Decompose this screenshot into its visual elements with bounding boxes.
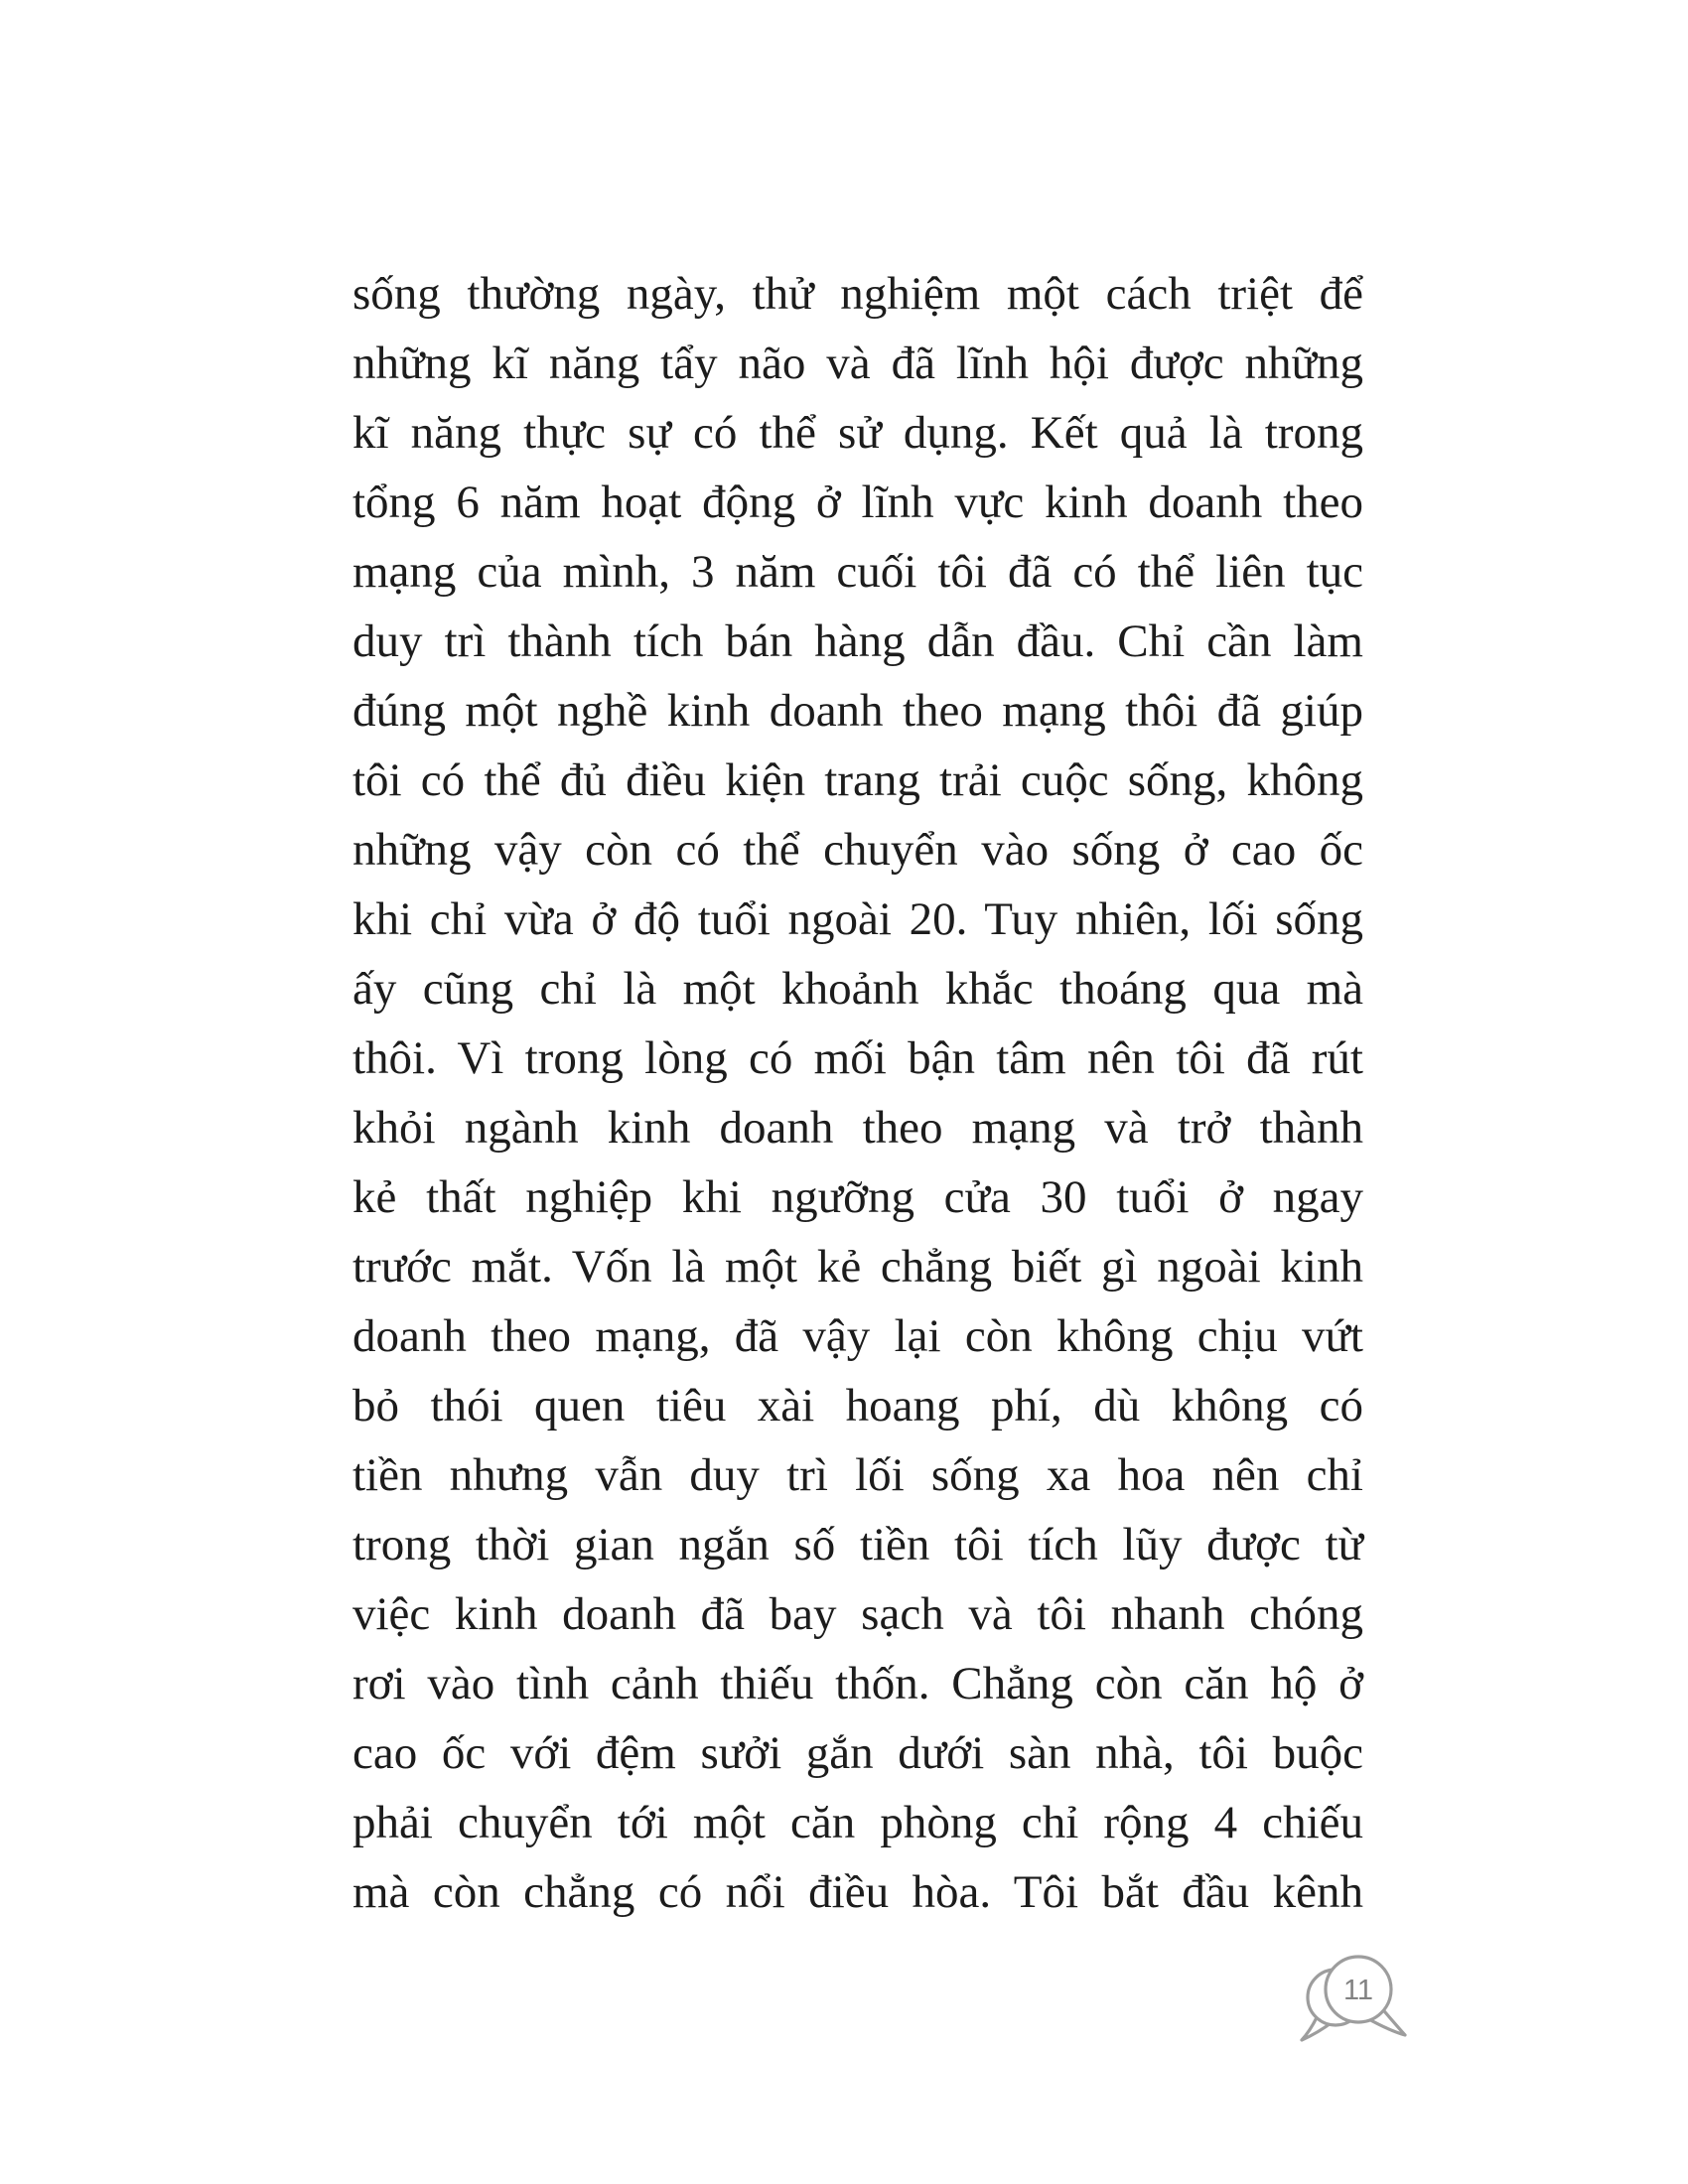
text-line: doanh theo mạng, đã vậy lại còn không chịu vứt	[352, 1310, 1363, 1362]
text-line: mà còn chẳng có nổi điều hòa. Tôi bắt đầu kênh	[352, 1866, 1363, 1918]
text-line: bỏ thói quen tiêu xài hoang phí, dù không có	[352, 1380, 1363, 1432]
text-line: những vậy còn có thể chuyển vào sống ở cao ốc	[352, 824, 1363, 876]
text-line: trong thời gian ngắn số tiền tôi tích lũy được từ	[352, 1519, 1363, 1570]
text-line: thôi. Vì trong lòng có mối bận tâm nên tôi đã rút	[352, 1032, 1363, 1084]
text-line: trước mắt. Vốn là một kẻ chẳng biết gì ngoài kinh	[352, 1241, 1363, 1293]
page-number: 11	[1342, 1975, 1374, 2006]
text-line: sống thường ngày, thử nghiệm một cách triệt để	[352, 268, 1363, 320]
text-line: khi chỉ vừa ở độ tuổi ngoài 20. Tuy nhiên, lối sống	[352, 893, 1363, 945]
text-line: kẻ thất nghiệp khi ngưỡng cửa 30 tuổi ở ngay	[352, 1171, 1363, 1223]
text-line: tiền nhưng vẫn duy trì lối sống xa hoa nên chỉ	[352, 1449, 1363, 1501]
text-line: tôi có thể đủ điều kiện trang trải cuộc sống, không	[352, 754, 1363, 806]
body-text	[352, 259, 1363, 1927]
text-line: khỏi ngành kinh doanh theo mạng và trở thành	[352, 1102, 1363, 1154]
page-number-bubble	[1296, 1948, 1415, 2047]
speech-bubbles-icon	[1296, 1948, 1415, 2047]
text-line: ấy cũng chỉ là một khoảnh khắc thoáng qua mà	[352, 963, 1363, 1015]
text-line: những kĩ năng tẩy não và đã lĩnh hội được những	[352, 338, 1363, 389]
text-line: rơi vào tình cảnh thiếu thốn. Chẳng còn căn hộ ở	[352, 1658, 1363, 1709]
text-line: phải chuyển tới một căn phòng chỉ rộng 4 chiếu	[352, 1797, 1363, 1848]
text-line: duy trì thành tích bán hàng dẫn đầu. Chỉ cần làm	[352, 615, 1363, 667]
text-line: kĩ năng thực sự có thể sử dụng. Kết quả là trong	[352, 407, 1363, 459]
text-line: việc kinh doanh đã bay sạch và tôi nhanh chóng	[352, 1588, 1363, 1640]
text-line: đúng một nghề kinh doanh theo mạng thôi đã giúp	[352, 685, 1363, 737]
text-line: cao ốc với đệm sưởi gắn dưới sàn nhà, tôi buộc	[352, 1727, 1363, 1779]
text-line: mạng của mình, 3 năm cuối tôi đã có thể liên tục	[352, 546, 1363, 598]
text-line: tổng 6 năm hoạt động ở lĩnh vực kinh doanh theo	[352, 477, 1363, 528]
